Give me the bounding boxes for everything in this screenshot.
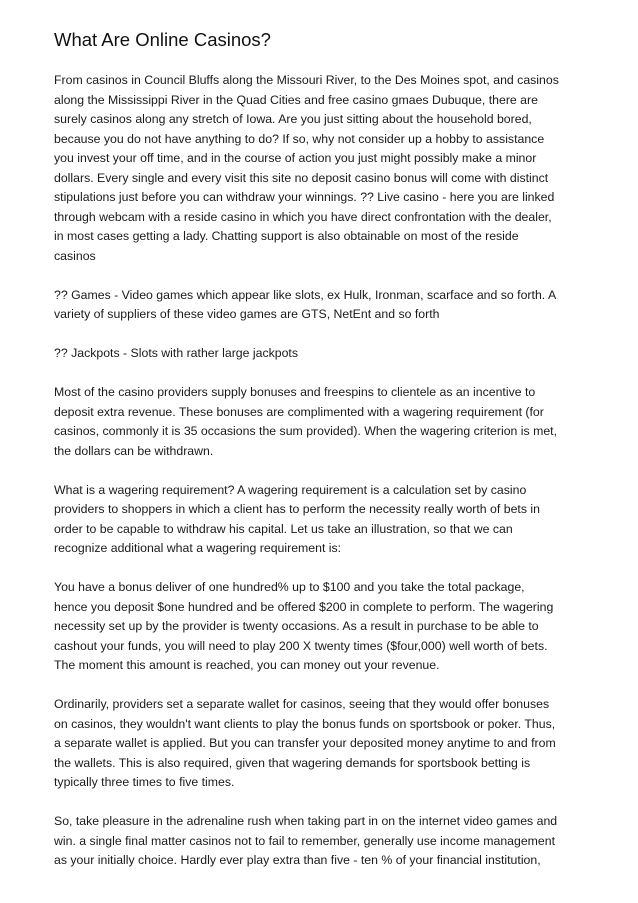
text-line: You have a bonus deliver of one hundred% up to $100 and you take the total package, (54, 580, 525, 594)
text-line: in most cases getting a lady. Chatting support is also obtainable on most of the reside (54, 229, 519, 243)
text-line: on casinos, they wouldn't want clients to play the bonus funds on sportsbook or poker. Thus, (54, 716, 556, 731)
paragraph-intro (54, 71, 590, 266)
paragraph-wallets (54, 695, 590, 793)
text-line: cashout your funds, you will need to play 200 X twenty times ($four,000) well worth of bets. (54, 638, 548, 653)
text-line: casinos, commonly it is 35 occasions the sum provided). When the wagering criterion is met, (54, 424, 558, 438)
paragraph-bonuses (54, 383, 590, 461)
text-line: through webcam with a reside casino in which you have direct confrontation with the dealer, (54, 209, 552, 224)
paragraph-bonus-example (54, 578, 590, 676)
paragraph-games (54, 286, 590, 325)
document-title: What Are Online Casinos? (54, 29, 271, 50)
text-line: deposit extra revenue. These bonuses are complimented with a wagering requirement (for (54, 404, 544, 419)
text-line: What is a wagering requirement? A wagering requirement is a calculation set by casino (54, 482, 527, 497)
text-line: ?? Jackpots - Slots with rather large jackpots (54, 346, 298, 360)
text-line: From casinos in Council Bluffs along the Missouri River, to the Des Moines spot, and casinos (54, 73, 559, 87)
text-line: Most of the casino providers supply bonuses and freespins to clientele as an incentive to (54, 385, 536, 399)
paragraph-wagering-definition (54, 481, 590, 559)
text-line: surely casinos along any stretch of Iowa. Are you just sitting about the household bored, (54, 112, 532, 126)
text-line: order to be capable to withdraw his capital. Let us take an illustration, so that we can (54, 521, 513, 536)
text-line: stipulations just before you can withdraw your winnings. ?? Live casino - here you are linked (54, 190, 555, 204)
text-line: casinos (54, 248, 96, 263)
document-page (54, 28, 590, 890)
paragraph-jackpots (54, 344, 590, 364)
text-line: a separate wallet is applied. But you can transfer your deposited money anytime to and from (54, 736, 556, 750)
text-line: you invest your off time, and in the course of action you just might possibly make a minor (54, 151, 537, 165)
text-line: So, take pleasure in the adrenaline rush when taking part in on the internet video games and (54, 814, 558, 828)
text-line: Ordinarily, providers set a separate wallet for casinos, seeing that they would offer bonuses (54, 697, 550, 711)
text-line: along the Mississippi River in the Quad Cities and free casino gmaes Dubuque, there are (54, 92, 538, 107)
text-line: the wallets. This is also required, given that wagering demands for sportsbook betting is (54, 755, 531, 770)
paragraph-closing (54, 812, 590, 871)
text-line: providers to shoppers in which a client has to perform the necessity really worth of bets in (54, 502, 540, 516)
text-line: typically three times to five times. (54, 775, 235, 789)
text-line: recognize additional what a wagering requirement is: (54, 541, 342, 555)
text-line: because you do not have anything to do? If so, why not consider up a hobby to assistance (54, 131, 545, 146)
text-line: dollars. Every single and every visit this site no deposit casino bonus will come with distinct (54, 170, 549, 185)
text-line: ?? Games - Video games which appear like slots, ex Hulk, Ironman, scarface and so forth. A (54, 287, 557, 302)
text-line: win. a single final matter casinos not to fail to remember, generally use income management (54, 833, 556, 848)
text-line: as your initially choice. Hardly ever play extra than five - ten % of your financial institution, (54, 853, 541, 867)
text-line: necessity set up by the provider is twenty occasions. As a result in purchase to be able to (54, 619, 539, 633)
text-line: the dollars can be withdrawn. (54, 443, 214, 458)
text-line: The moment this amount is reached, you can money out your revenue. (54, 658, 440, 672)
text-line: hence you deposit $one hundred and be offered $200 in complete to perform. The wagering (54, 599, 554, 614)
text-line: variety of suppliers of these video games are GTS, NetEnt and so forth (54, 307, 440, 321)
